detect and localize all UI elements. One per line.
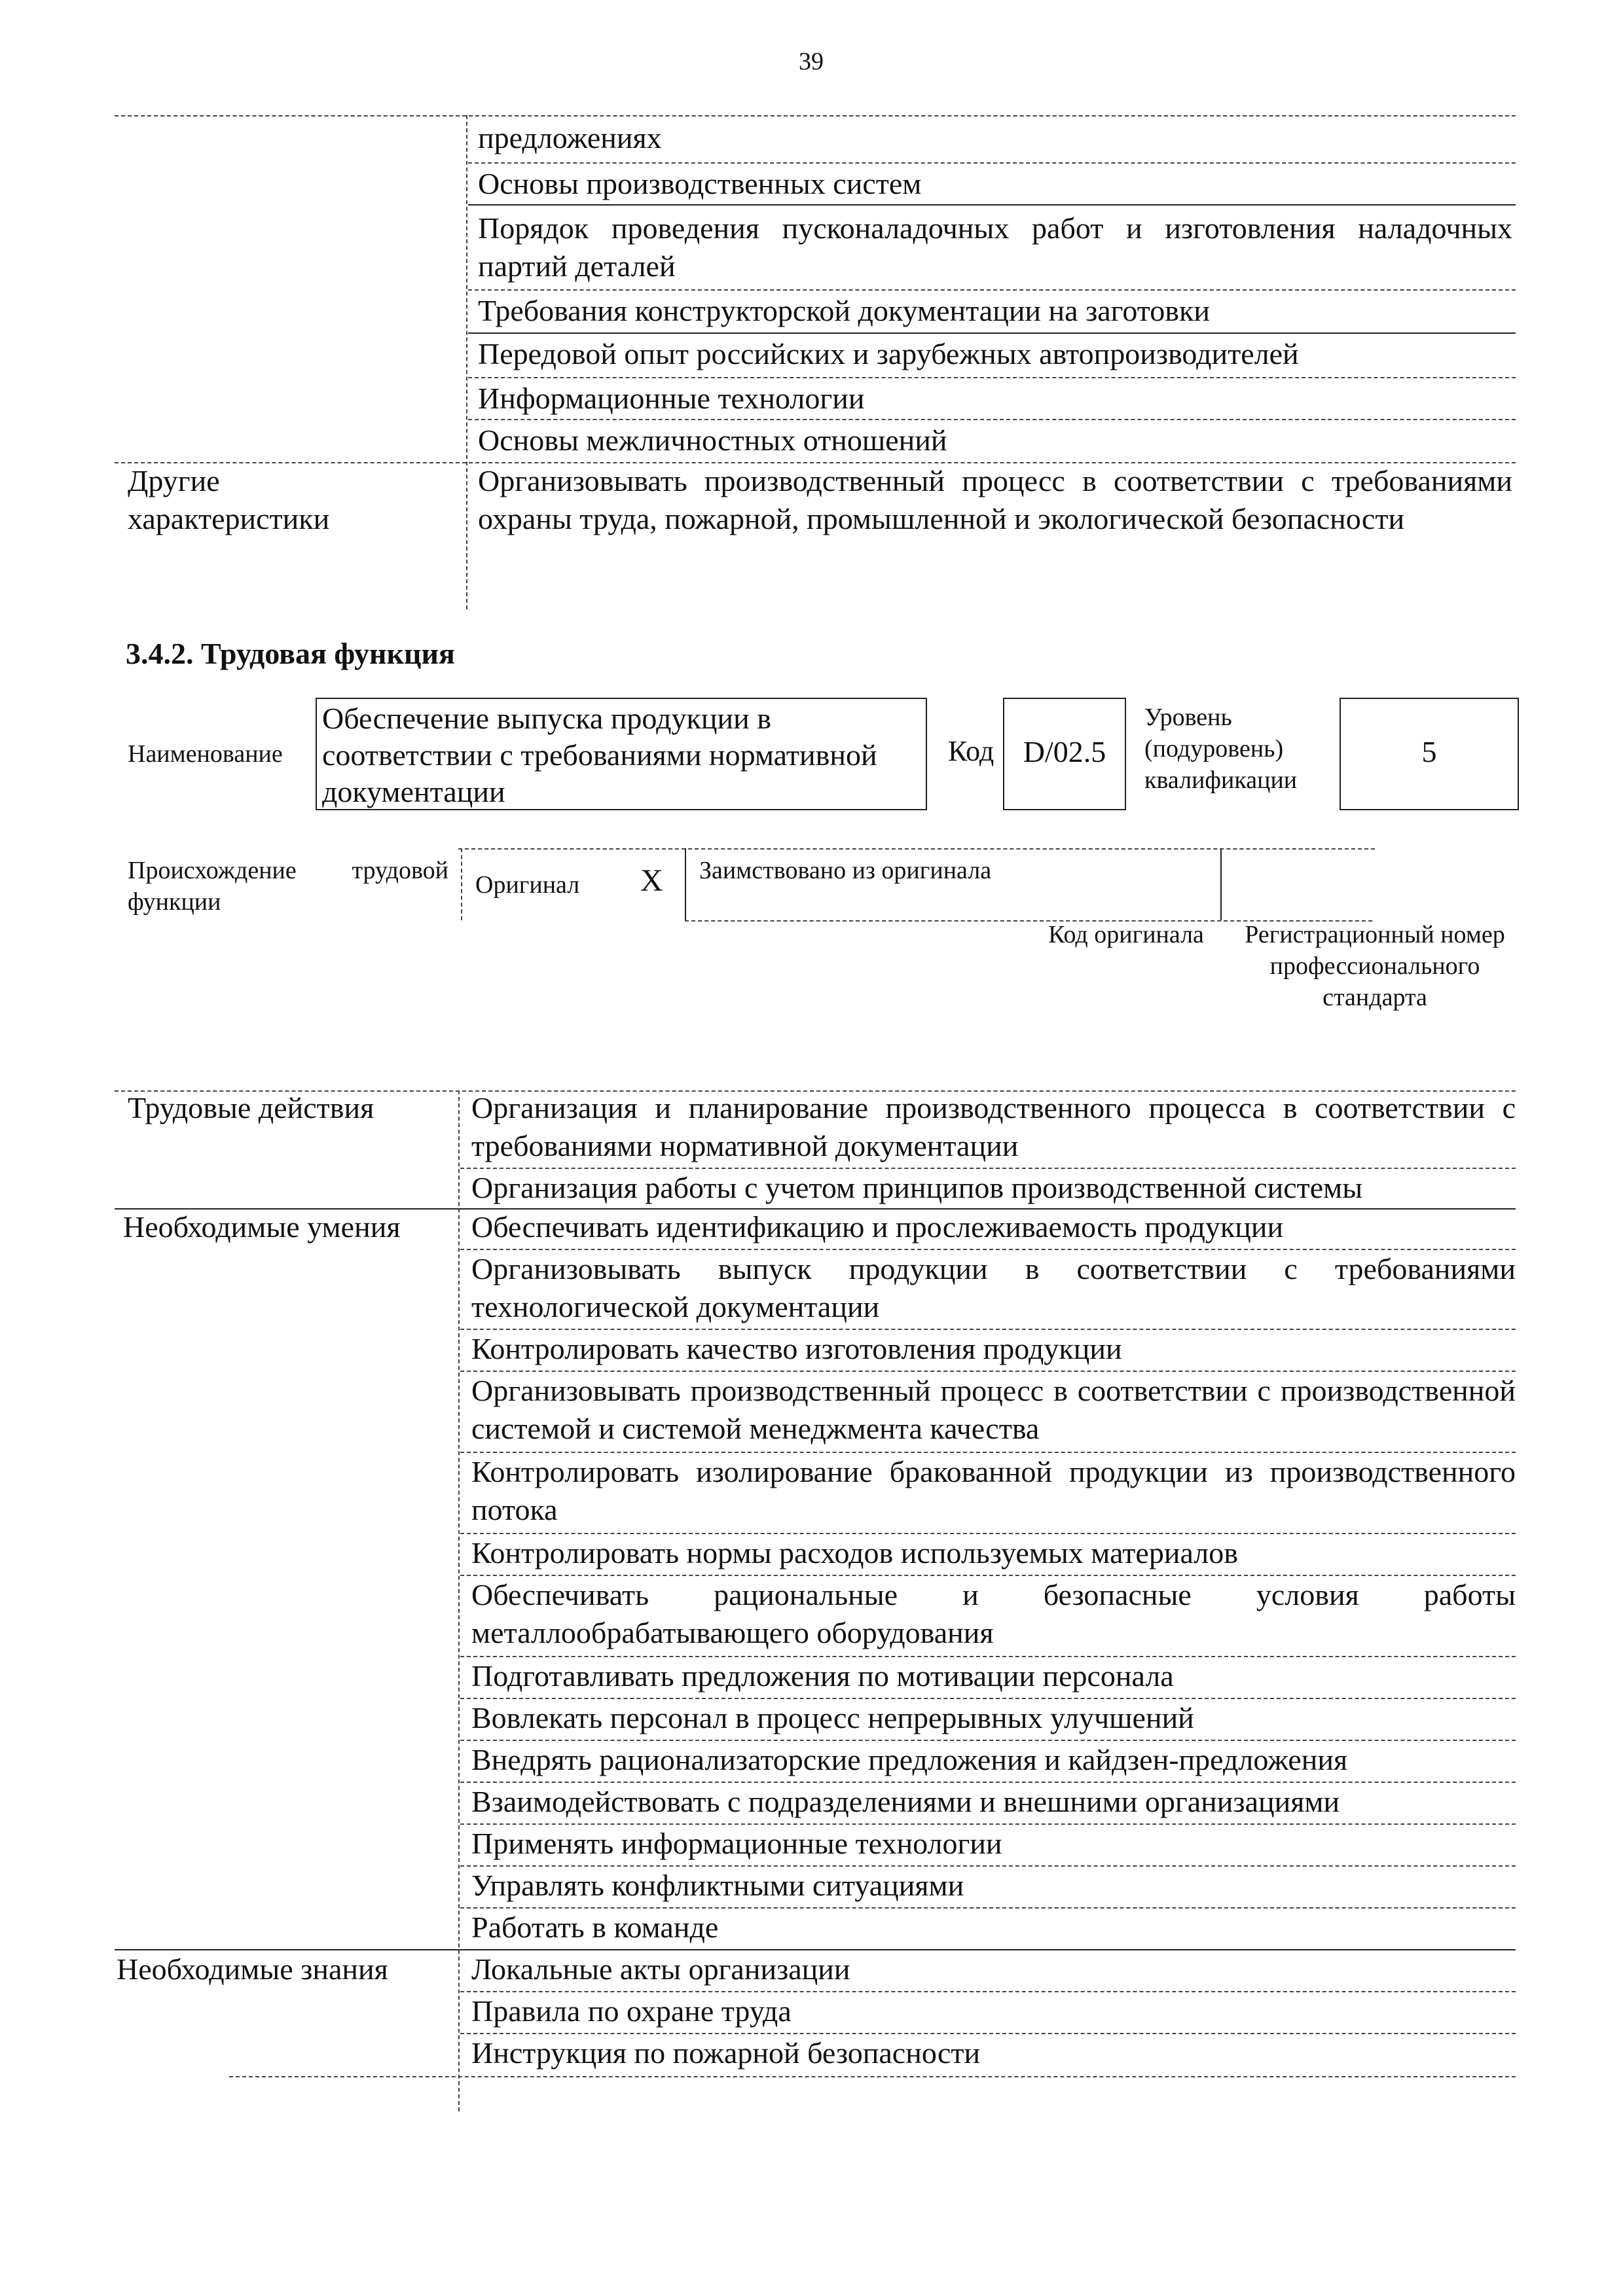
skill-item: Контролировать нормы расходов используемых материалов xyxy=(471,1536,1238,1570)
knowledge-row: Требования конструкторской документации на заготовки xyxy=(478,294,1210,327)
skill-item: Внедрять рационализаторские предложения и кайдзен-предложения xyxy=(471,1743,1348,1776)
origin-divider xyxy=(685,848,686,920)
knowledge-item: Инструкция по пожарной безопасности xyxy=(471,2036,981,2070)
skill-item: Контролировать изолирование бракованной продукции из производственного потока xyxy=(471,1455,1516,1526)
borrowed-label: Заимствовано из оригинала xyxy=(699,857,992,884)
skill-item: Организовывать выпуск продукции в соответствии с требованиями технологической документации xyxy=(471,1252,1516,1323)
origin-border-left xyxy=(461,848,462,920)
original-label: Оригинал xyxy=(475,871,580,899)
skill-item: Подготавливать предложения по мотивации персонала xyxy=(471,1659,1174,1693)
labor-action-item: Организация работы с учетом принципов производственной системы xyxy=(471,1171,1363,1204)
skills-label: Необходимые умения xyxy=(123,1210,401,1244)
row-divider xyxy=(468,289,1516,291)
code-box xyxy=(1003,698,1126,810)
row-divider xyxy=(468,377,1516,378)
name-box xyxy=(316,698,927,810)
knowledge-row: предложениях xyxy=(478,121,662,154)
knowledge-row: Порядок проведения пусконаладочных работ и изготовления наладочных партий деталей xyxy=(478,211,1512,283)
skill-item: Обеспечивать идентификацию и прослеживаемость продукции xyxy=(471,1210,1284,1244)
knowledge-item: Локальные акты организации xyxy=(471,1952,850,1986)
skill-item: Управлять конфликтными ситуациями xyxy=(471,1869,964,1902)
knowledge-label: Необходимые знания xyxy=(117,1952,388,1986)
level-box xyxy=(1340,698,1519,810)
page-number: 39 xyxy=(799,48,824,75)
knowledge-row: Основы межличностных отношений xyxy=(478,423,947,457)
labor-action-item: Организация и планирование производственного процесса в соответствии с требованиями нормативной документации xyxy=(471,1091,1516,1162)
knowledge-row: Передовой опыт российских и зарубежных автопроизводителей xyxy=(478,337,1299,370)
other-characteristics-label: Другие характеристики xyxy=(128,464,330,535)
code-label: Код xyxy=(948,735,994,767)
level-value: 5 xyxy=(1421,735,1437,768)
reg-caption: Регистрационный номер профессионального стандарта xyxy=(1245,921,1505,1011)
skill-item: Применять информационные технологии xyxy=(471,1827,1002,1860)
skill-item: Вовлекать персонал в процесс непрерывных улучшений xyxy=(471,1701,1194,1734)
name-label: Наименование xyxy=(128,740,283,768)
top-table-border xyxy=(115,115,1516,117)
row-divider xyxy=(468,204,1516,206)
row-divider xyxy=(468,162,1516,164)
code-value: D/02.5 xyxy=(1023,735,1106,768)
labor-actions-label: Трудовые действия xyxy=(128,1091,374,1124)
top-table-column-divider xyxy=(466,115,467,609)
skill-item: Организовывать производственный процесс в соответствии с производственной системой и системой менеджмента качества xyxy=(471,1374,1516,1445)
skill-item: Работать в команде xyxy=(471,1910,719,1944)
code-caption: Код оригинала xyxy=(1048,921,1204,948)
skill-item: Контролировать качество изготовления продукции xyxy=(471,1332,1122,1365)
knowledge-item: Правила по охране труда xyxy=(471,1994,792,2028)
row-divider xyxy=(468,332,1516,334)
skill-item: Обеспечивать рациональные и безопасные условия работы металлообрабатывающего оборудования xyxy=(471,1578,1516,1649)
original-mark: X xyxy=(640,863,663,898)
function-name: Обеспечение выпуска продукции в соответствии с требованиями нормативной документации xyxy=(322,702,877,808)
skill-item: Взаимодействовать с подразделениями и внешними организациями xyxy=(471,1785,1340,1818)
knowledge-row: Информационные технологии xyxy=(478,382,865,415)
origin-border-top xyxy=(458,848,1375,850)
details-column-divider xyxy=(458,1090,460,2111)
origin-divider xyxy=(1220,848,1222,920)
level-label: Уровень (подуровень) квалификации xyxy=(1144,704,1298,794)
details-border-bottom xyxy=(229,2076,1516,2077)
section-heading: 3.4.2. Трудовая функция xyxy=(126,637,455,670)
knowledge-row: Основы производственных систем xyxy=(478,167,922,200)
origin-label: Происхождение трудовой функции xyxy=(128,857,448,916)
other-characteristics-text: Организовывать производственный процесс в соответствии с требованиями охраны труда, пожарной, промышленной и экологической безопасности xyxy=(478,464,1512,535)
row-divider xyxy=(468,419,1516,420)
